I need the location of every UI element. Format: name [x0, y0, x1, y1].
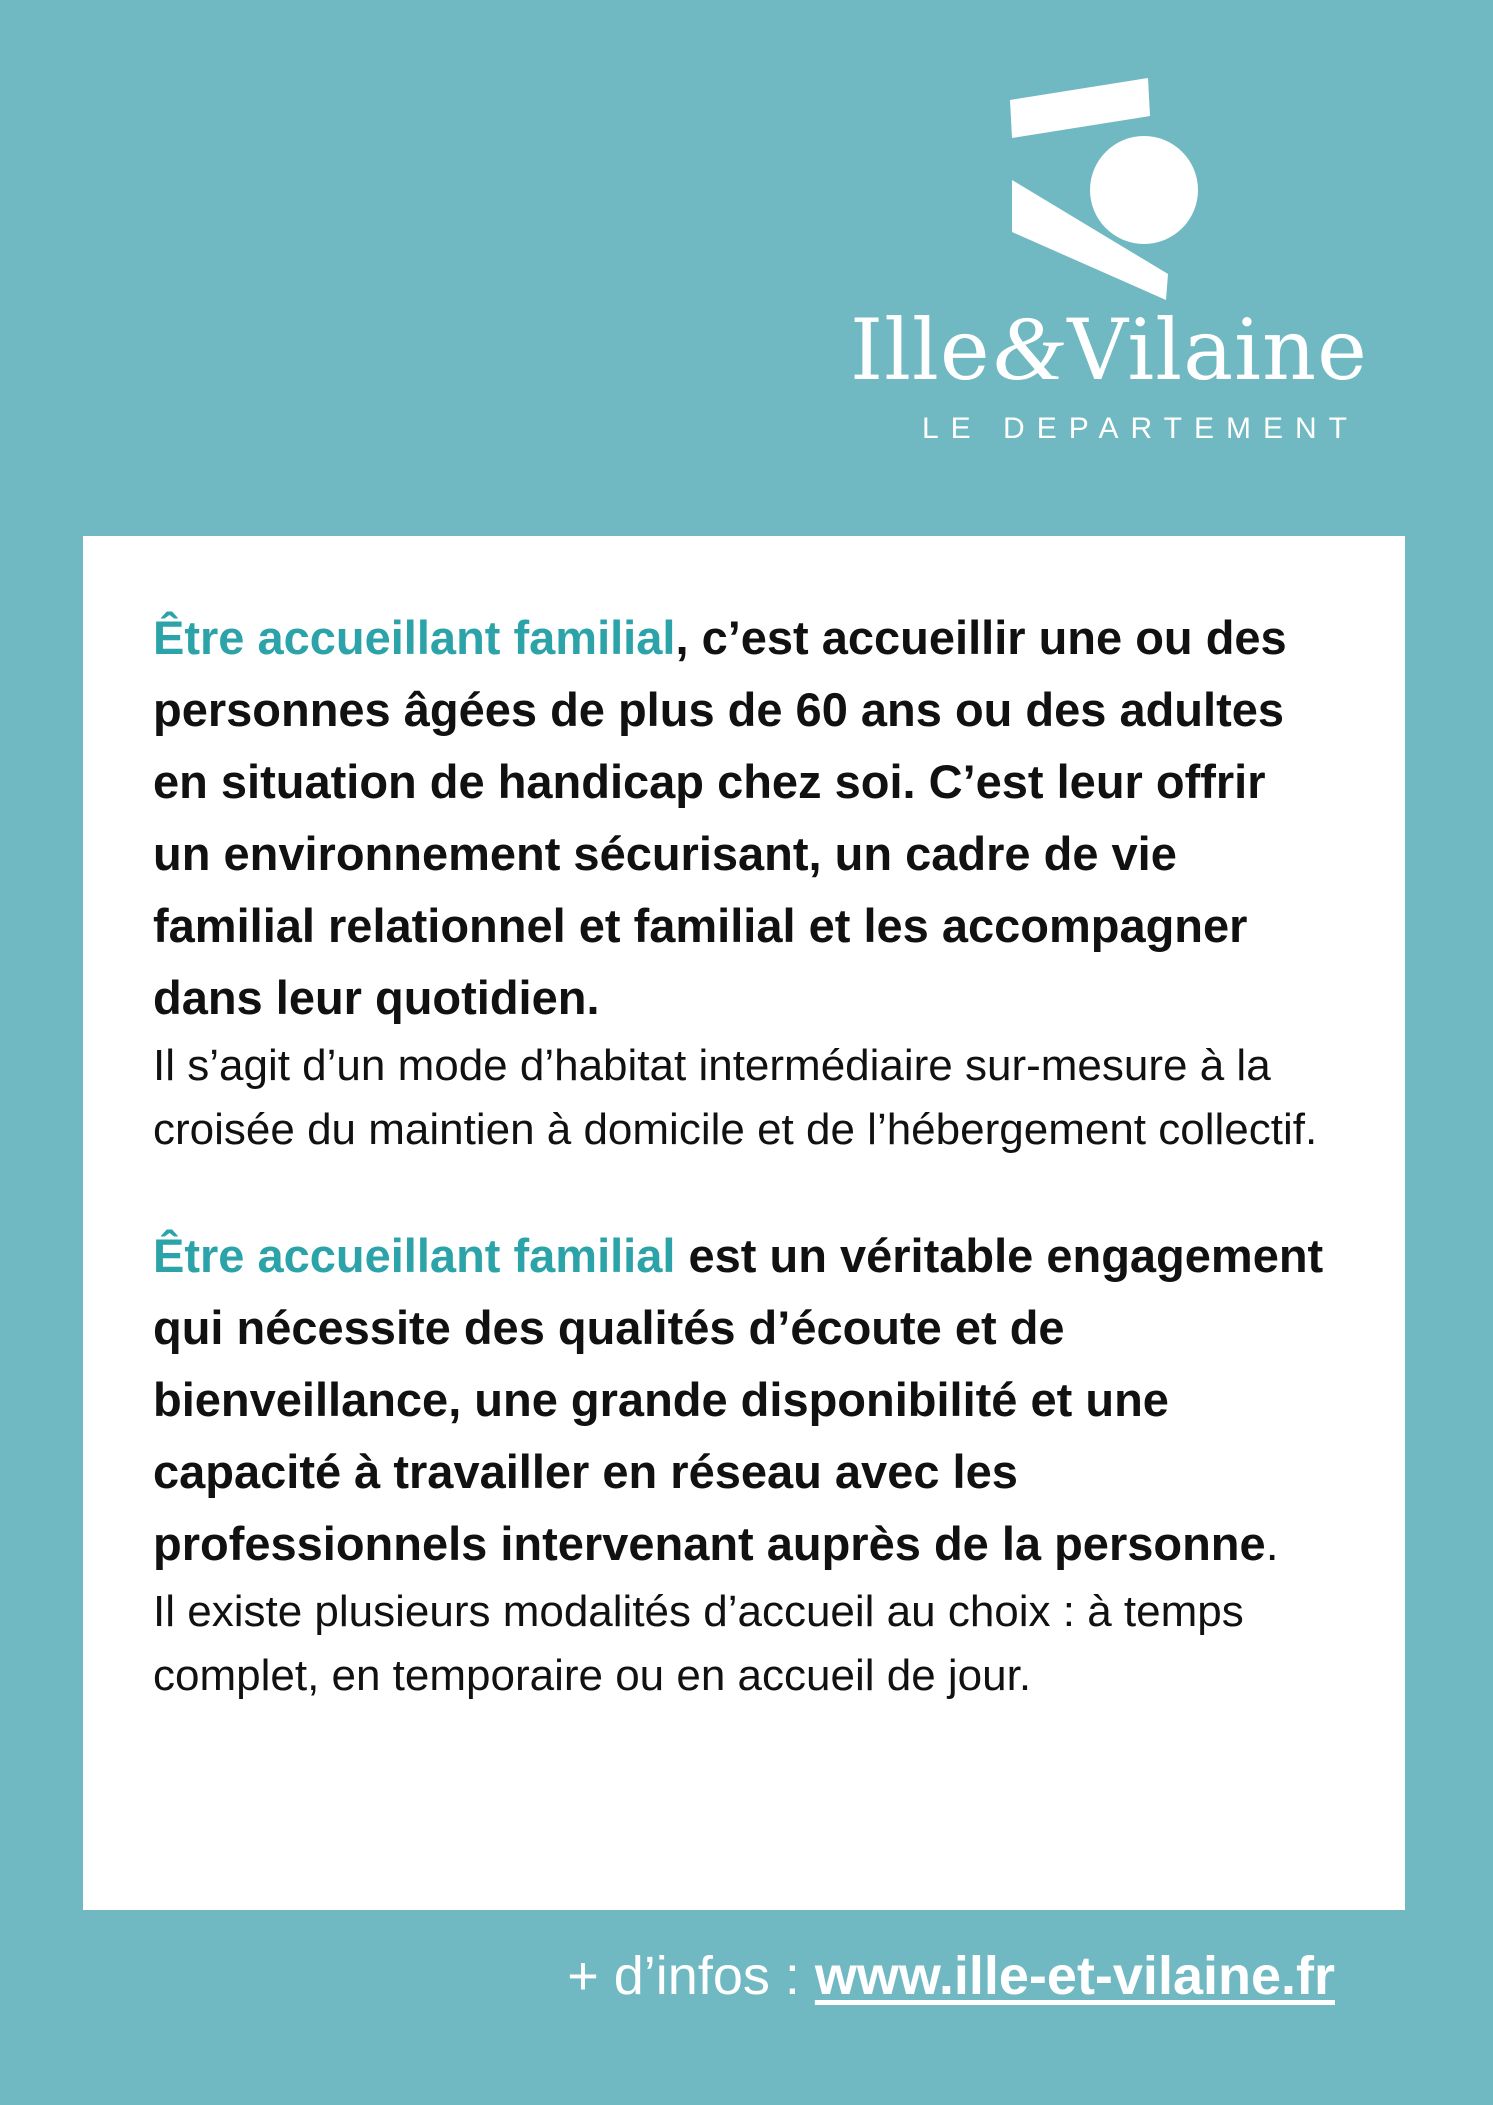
footer-prefix: + d’infos :: [567, 1946, 815, 2006]
logo-mark-icon: [1000, 70, 1230, 300]
section1-body: Il s’agit d’un mode d’habitat intermédiaire sur-mesure à la croisée du maintien à domicile et de l’hébergement collectif.: [153, 1041, 1318, 1154]
section1-accent: Être accueillant familial: [153, 611, 676, 664]
section1-lead: [153, 602, 1335, 1034]
logo-ampersand: &: [992, 297, 1066, 399]
section2-lead: [153, 1220, 1335, 1580]
section2-period: .: [1265, 1517, 1279, 1570]
department-logo: [850, 70, 1430, 450]
logo-name-part1: Ille: [850, 301, 991, 399]
website-link[interactable]: www.ille-et-vilaine.fr: [814, 1946, 1335, 2006]
logo-subtitle: LE DEPARTEMENT: [922, 412, 1359, 445]
section-spacer: [153, 1162, 1335, 1220]
section1-bold: , c’est accueillir une ou des personnes âgées de plus de 60 ans ou des adultes en situation de handicap chez soi. C’est leur offrir un environnement sécurisant, un cadre de vie familial relationnel et familial et les accompagner dans leur quotidien.: [153, 611, 1287, 1024]
logo-name: [850, 297, 1430, 399]
content-card: [83, 536, 1405, 1910]
logo-name-part2: Vilaine: [1067, 301, 1368, 399]
section2-bold: est un véritable engagement qui nécessite des qualités d’écoute et de bienveillance, une grande disponibilité et une capacité à travailler en réseau avec les professionnels intervenant auprès de la personne: [153, 1229, 1324, 1570]
footer-info: [567, 1945, 1335, 2007]
section2-accent: Être accueillant familial: [153, 1229, 676, 1282]
section2-body: Il existe plusieurs modalités d’accueil au choix : à temps complet, en temporaire ou en accueil de jour.: [153, 1587, 1244, 1700]
